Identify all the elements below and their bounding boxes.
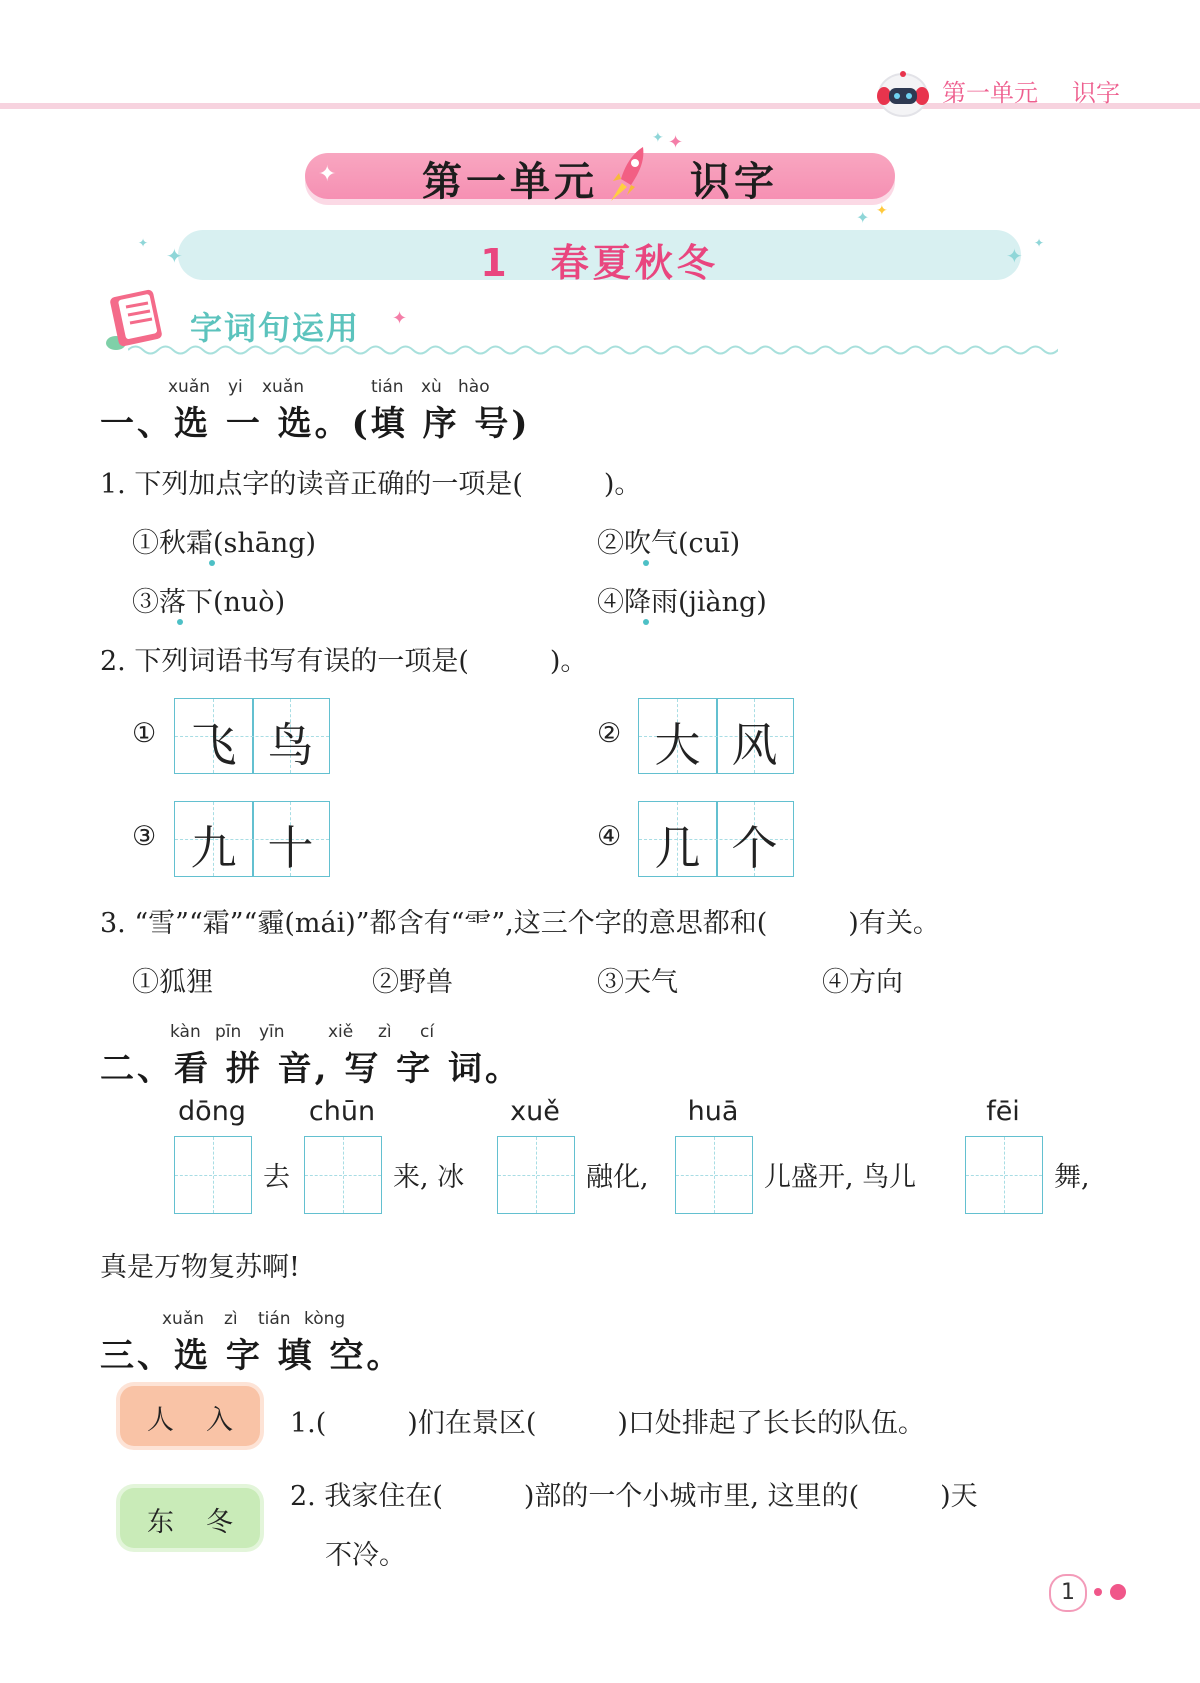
emphasis-dot	[643, 560, 649, 566]
question-2-title: 二、看 拼 音, 写 字 词。	[100, 1049, 523, 1089]
option-1-3-4: ④方向	[822, 967, 903, 998]
pinyin-prompt: chūn	[308, 1096, 376, 1127]
option-1-3-3: ③天气	[597, 967, 678, 998]
pinyin-kan: kàn	[170, 1022, 201, 1042]
question-3-2b: 不冷。	[325, 1540, 406, 1571]
question-3-1: 1.( )们在景区( )口处排起了长长的队伍。	[290, 1408, 925, 1439]
tianzige-grid	[638, 698, 794, 774]
pinyin-prompt: huā	[687, 1096, 739, 1127]
sparkle-icon: ✦	[392, 308, 408, 329]
writing-box[interactable]	[304, 1136, 382, 1214]
writing-box[interactable]	[675, 1136, 753, 1214]
question-1-2-stem: 2. 下列词语书写有误的一项是( )。	[100, 646, 588, 677]
sparkle-icon: ✦	[856, 208, 870, 227]
writing-box[interactable]	[497, 1136, 575, 1214]
pinyin-xie: xiě	[328, 1022, 354, 1042]
grid-char: 大	[654, 718, 701, 772]
sparkle-icon: ✦	[876, 203, 888, 219]
pinyin-kong: kòng	[304, 1309, 346, 1329]
robot-mascot-icon	[875, 68, 931, 118]
unit-title-sub: 识字	[690, 159, 778, 205]
sparkle-icon: ✦	[318, 162, 337, 187]
option-1-1-3: ③落下(nuò)	[132, 587, 286, 618]
grid-char: 鸟	[267, 718, 314, 772]
unit-title-main: 第一单元	[422, 159, 598, 205]
sparkle-icon: ✦	[668, 132, 684, 153]
question-1-1-stem: 1. 下列加点字的读音正确的一项是( )。	[100, 469, 642, 500]
question-3-2a: 2. 我家住在( )部的一个小城市里, 这里的( )天	[290, 1481, 978, 1512]
pinyin-zi: zì	[378, 1022, 392, 1042]
grid-char: 九	[190, 821, 237, 875]
emphasis-dot	[643, 619, 649, 625]
pinyin-xuan: xuǎn	[168, 377, 211, 397]
grid-option-number: ①	[132, 718, 157, 749]
sparkle-icon: ✦	[652, 130, 664, 146]
emphasis-dot	[209, 560, 215, 566]
grid-option-number: ②	[597, 718, 622, 749]
option-1-1-2: ②吹气(cuī)	[597, 528, 741, 559]
sparkle-icon: ✦	[138, 236, 149, 250]
pinyin-xu: xù	[421, 377, 442, 397]
option-1-1-4: ④降雨(jiàng)	[597, 587, 767, 618]
tianzige-grid	[174, 698, 330, 774]
fill-text: 儿盛开, 鸟儿	[764, 1162, 917, 1193]
writing-box[interactable]	[174, 1136, 252, 1214]
pinyin-hao: hào	[458, 377, 490, 397]
question-1-title: 一、选 一 选。(填 序 号)	[100, 404, 531, 444]
page-number: 1	[1049, 1574, 1087, 1612]
option-1-3-1: ①狐狸	[132, 967, 213, 998]
pinyin-prompt: fēi	[986, 1096, 1020, 1127]
tianzige-grid	[174, 801, 330, 877]
footer-dot	[1094, 1588, 1102, 1596]
writing-box[interactable]	[965, 1136, 1043, 1214]
question-1-3-stem: 3. “雪”“霜”“霾(mái)”都含有“⻗”,这三个字的意思都和( )有关。	[100, 908, 940, 939]
pinyin-tian: tián	[371, 377, 404, 397]
lesson-title	[178, 232, 1021, 287]
unit-title	[305, 150, 895, 207]
char-choice-pill	[120, 1488, 265, 1548]
header-unit: 第一单元	[942, 79, 1038, 107]
lesson-number: 1	[480, 241, 511, 285]
pinyin-xuan: xuǎn	[262, 377, 305, 397]
pill-text: 东冬	[147, 1507, 265, 1538]
rocket-icon	[603, 143, 655, 205]
pinyin-prompt: xuě	[510, 1096, 560, 1127]
grid-char: 个	[731, 821, 778, 875]
grid-char: 风	[731, 718, 778, 772]
emphasis-dot	[177, 619, 183, 625]
pinyin-yin: yīn	[259, 1022, 285, 1042]
tianzige-grid	[638, 801, 794, 877]
pinyin-ci: cí	[420, 1022, 435, 1042]
question-3-title: 三、选 字 填 空。	[100, 1336, 404, 1376]
section-title: 字词句运用	[190, 309, 361, 347]
grid-char: 十	[267, 821, 314, 875]
pinyin-pin: pīn	[215, 1022, 242, 1042]
grid-option-number: ④	[597, 821, 622, 852]
option-1-1-1: ①秋霜(shāng)	[132, 528, 317, 559]
lesson-name: 春夏秋冬	[550, 241, 719, 285]
fill-text: 融化,	[586, 1162, 649, 1193]
grid-option-number: ③	[132, 821, 157, 852]
grid-char: 几	[654, 821, 701, 875]
footer-dot	[1110, 1584, 1126, 1600]
fill-text-tail: 真是万物复苏啊!	[100, 1252, 300, 1283]
fill-text: 舞,	[1054, 1162, 1090, 1193]
wave-divider	[128, 343, 1058, 357]
sparkle-icon: ✦	[1034, 236, 1045, 250]
pill-text: 人入	[147, 1405, 265, 1436]
pinyin-yi: yi	[228, 377, 243, 397]
fill-text: 去	[263, 1162, 290, 1193]
fill-text: 来, 冰	[393, 1162, 465, 1193]
option-1-3-2: ②野兽	[372, 967, 453, 998]
pinyin-zi: zì	[224, 1309, 238, 1329]
pinyin-xuan: xuǎn	[162, 1309, 205, 1329]
sparkle-icon: ✦	[166, 244, 183, 268]
grid-char: 飞	[190, 718, 237, 772]
char-choice-pill	[120, 1386, 265, 1446]
pinyin-prompt: dōng	[178, 1096, 246, 1127]
header-topic: 识字	[1072, 79, 1120, 107]
sparkle-icon: ✦	[1006, 244, 1023, 268]
pinyin-tian: tián	[258, 1309, 291, 1329]
